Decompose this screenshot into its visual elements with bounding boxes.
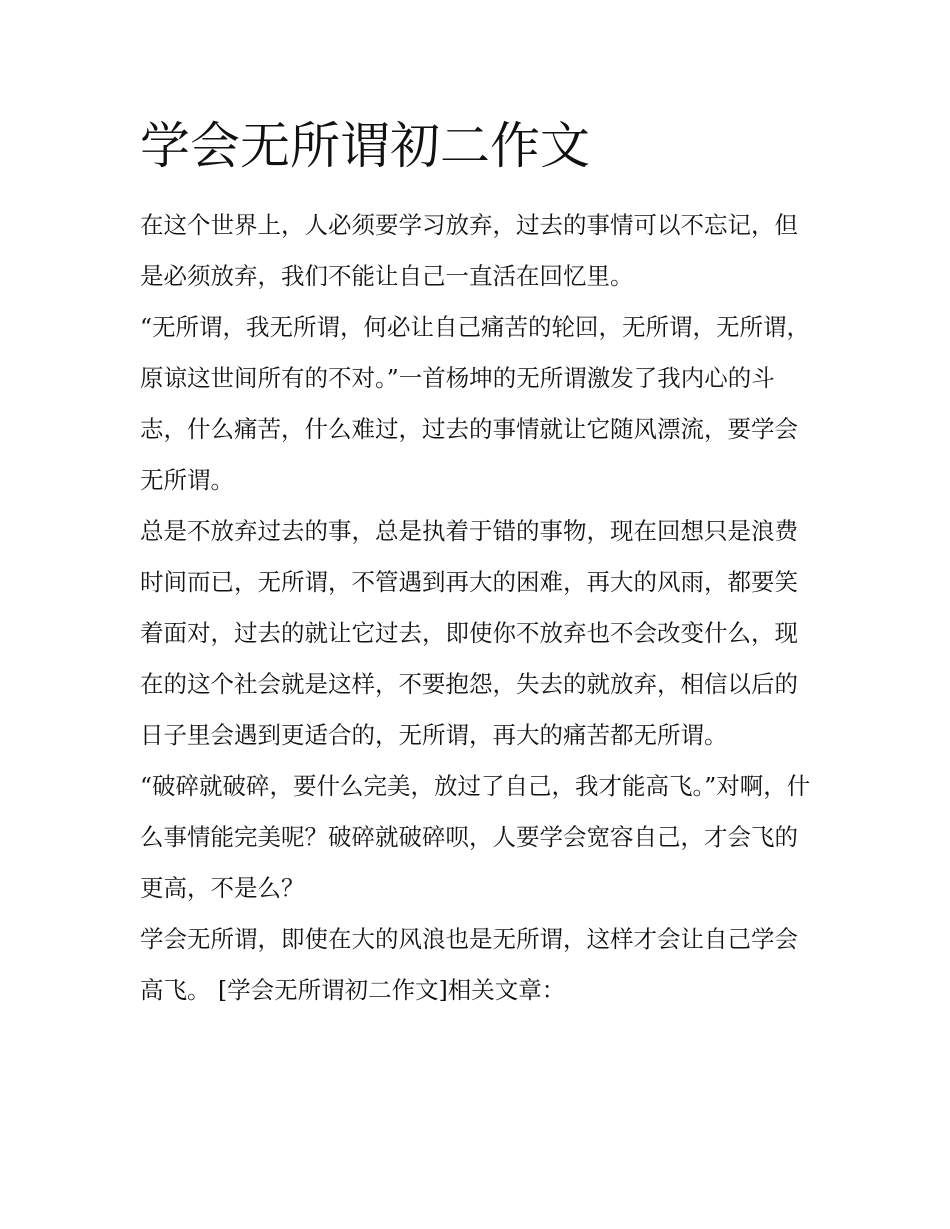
document-page	[140, 110, 820, 1016]
paragraph-1: 在这个世界上，人必须要学习放弃，过去的事情可以不忘记，但是必须放弃，我们不能让自己一直活在回忆里。	[140, 211, 798, 290]
document-title: 学会无所谓初二作文	[140, 117, 590, 175]
paragraph-5: 学会无所谓，即使在大的风浪也是无所谓，这样才会让自己学会高飞。 [学会无所谓初二作文]相关文章：	[140, 925, 798, 1004]
paragraph-4: “破碎就破碎，要什么完美，放过了自己，我才能高飞。”对啊，什么事情能完美呢？破碎就破碎呗，人要学会宽容自己，才会飞的更高，不是么？	[140, 772, 811, 902]
paragraph-3: 总是不放弃过去的事，总是执着于错的事物，现在回想只是浪费时间而已，无所谓，不管遇到再大的困难，再大的风雨，都要笑着面对，过去的就让它过去，即使你不放弃也不会改变什么，现在的这个社会就是这样，不要抱怨，失去的就放弃，相信以后的日子里会遇到更适合的，无所谓，再大的痛苦都无所谓。	[140, 517, 798, 749]
paragraph-2: “无所谓，我无所谓，何必让自己痛苦的轮回，无所谓，无所谓，原谅这世间所有的不对。”一首杨坤的无所谓激发了我内心的斗志，什么痛苦，什么难过，过去的事情就让它随风漂流，要学会无所谓。	[140, 313, 811, 494]
